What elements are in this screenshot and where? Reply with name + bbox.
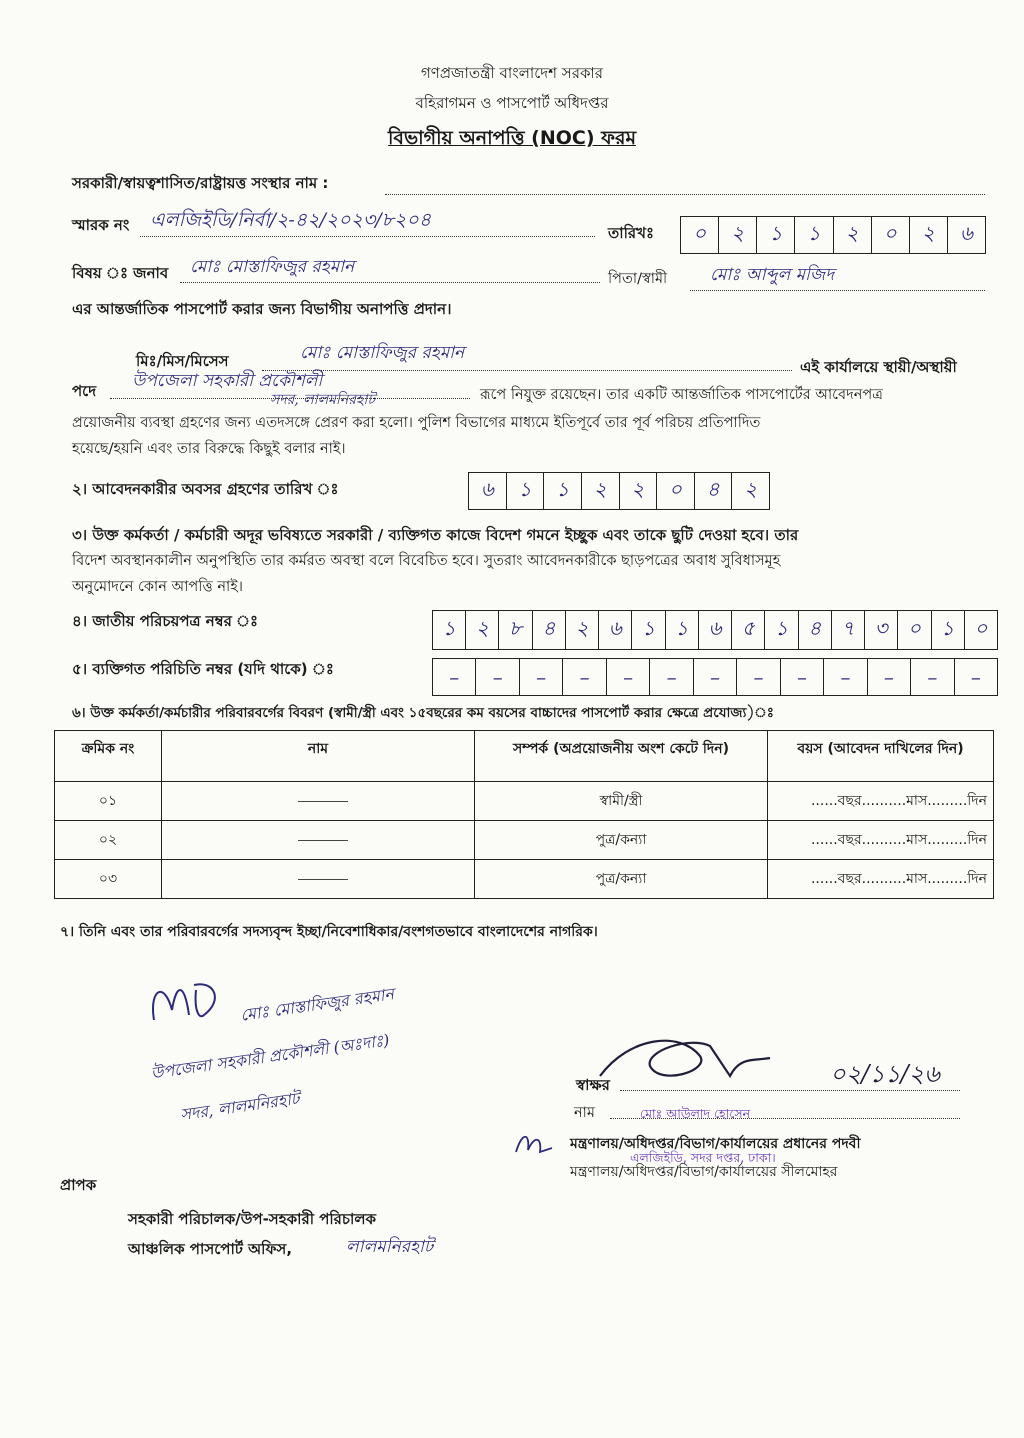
post-value: উপজেলা সহকারী প্রকৌশলী xyxy=(132,371,323,391)
nid-digit-cell: ২ xyxy=(466,611,499,649)
nid-digit-cell: ১ xyxy=(632,611,665,649)
mr-label: মিঃ/মিস/মিসেস xyxy=(136,352,229,370)
retire-digit-cell: ১ xyxy=(507,473,545,509)
nid-digit-cell: ১ xyxy=(765,611,798,649)
form-title: বিভাগীয় অনাপত্তি (NOC) ফরম xyxy=(387,127,637,149)
nid-digit-cell: ৩ xyxy=(865,611,898,649)
pid-digit-cell: – xyxy=(607,659,650,695)
retire-digit-cell: ২ xyxy=(620,473,658,509)
retire-digit-cell: ২ xyxy=(582,473,620,509)
father-label: পিতা/স্বামী xyxy=(608,271,668,287)
nid-digit-cell: ২ xyxy=(566,611,599,649)
nid-digit-cell: ৬ xyxy=(699,611,732,649)
date-digit-cell: ২ xyxy=(719,217,757,253)
nid-digit-cell: ৪ xyxy=(533,611,566,649)
date-digit-cell: ২ xyxy=(834,217,872,253)
nid-digit-cell: ১ xyxy=(433,611,466,649)
retire-digit-cell: ৬ xyxy=(469,473,507,509)
table-row xyxy=(55,860,994,899)
subject-line2: এর আন্তর্জাতিক পাসপোর্ট করার জন্য বিভাগীয় অনাপত্তি প্রদান। xyxy=(72,300,452,318)
family-label: ৬। উক্ত কর্মকর্তা/কর্মচারীর পরিবারবর্গের বিবরণ (স্বামী/স্ত্রী এবং ১৫বছরের কম বয়সের বাচ্চাদের পাসপোর্ট করার ক্ষেত্রে প্রযোজ্য)ঃ xyxy=(72,705,774,721)
pid-digit-cell: – xyxy=(868,659,911,695)
para-line3: হয়েছে/হয়নি এবং তার বিরুদ্ধে কিছুই বলার নাই। xyxy=(72,441,346,457)
para-line2: প্রয়োজনীয় ব্যবস্থা গ্রহণের জন্য এতদসঙ্গে প্রেরণ করা হলো। পুলিশ বিভাগের মাধ্যমে ইতিপূর্বে তার পূর্ব পরিচয় প্রতিপাদিত xyxy=(72,415,761,431)
nid-digit-cell: ৪ xyxy=(799,611,832,649)
pid-digit-cell: – xyxy=(433,659,476,695)
retire-digit-cell: ০ xyxy=(657,473,695,509)
pid-digit-cell: – xyxy=(694,659,737,695)
sign-label: স্বাক্ষর xyxy=(576,1076,610,1094)
pid-digit-cell: – xyxy=(650,659,693,695)
nid-digit-cell: ০ xyxy=(974,615,988,640)
org-label: সরকারী/স্বায়ত্বশাসিত/রাষ্ট্রায়ত্ত সংস্থার নাম : xyxy=(72,174,329,192)
nid-digit-cell: ৮ xyxy=(499,611,532,649)
row-relation: পুত্র/কন্যা xyxy=(475,860,768,899)
initial-mark-icon xyxy=(144,970,234,1040)
post-text: রূপে নিযুক্ত রয়েছেন। তার একটি আন্তর্জাতিক পাসপোর্টের আবেদনপত্র xyxy=(480,387,883,403)
note-line2: উপজেলা সহকারী প্রকৌশলী (অঃদাঃ) xyxy=(149,1030,391,1083)
pid-digit-cell: – xyxy=(781,659,824,695)
retire-digit-cell: ১ xyxy=(544,473,582,509)
row-serial: ০২ xyxy=(55,821,162,860)
name-label: নাম xyxy=(574,1105,595,1121)
date-digit-cell: ০ xyxy=(872,217,910,253)
nid-digit-cell: ৬ xyxy=(599,611,632,649)
th-relation: সম্পর্ক (অপ্রয়োজনীয় অংশ কেটে দিন) xyxy=(475,731,768,782)
note-line1: মোঃ মোস্তাফিজুর রহমান xyxy=(239,984,395,1025)
note-line3: সদর, লালমনিরহাট xyxy=(179,1088,301,1125)
date-digit-cell: ৬ xyxy=(959,220,973,245)
nid-digit-cell: ১ xyxy=(932,611,965,649)
signature-date: ০২/১১/২৬ xyxy=(830,1060,940,1088)
recipient-line1: সহকারী পরিচালক/উপ-সহকারী পরিচালক xyxy=(128,1210,377,1228)
recipient-line2: আঞ্চলিক পাসপোর্ট অফিস, xyxy=(128,1240,293,1258)
department-heading: বহিরাগমন ও পাসপোর্ট অধিদপ্তর xyxy=(415,94,609,112)
retire-date-box xyxy=(468,472,770,510)
retire-label: ২। আবেদনকারীর অবসর গ্রহণের তারিখ ঃ xyxy=(72,480,339,498)
seal-label: মন্ত্রণালয়/অধিদপ্তর/বিভাগ/কার্যালয়ের সীলমোহর xyxy=(570,1164,838,1180)
date-digit-cell: ০ xyxy=(681,217,719,253)
nid-digit-cell: ১ xyxy=(666,611,699,649)
post-value2: সদর, লালমনিরহাট xyxy=(270,392,376,408)
mr-dotted-line xyxy=(262,370,792,371)
nid-box xyxy=(432,610,998,650)
recipient-label: প্রাপক xyxy=(60,1176,97,1194)
memo-label: স্মারক নং xyxy=(72,216,130,234)
date-digit-cell: ২ xyxy=(910,217,948,253)
date-digit-cell: ১ xyxy=(757,217,795,253)
sign-dotted-line xyxy=(620,1090,960,1091)
nid-label: ৪। জাতীয় পরিচয়পত্র নম্বর ঃ xyxy=(72,612,259,630)
table-row xyxy=(55,782,994,821)
row-serial: ০১ xyxy=(55,782,162,821)
date-digit-cell: ১ xyxy=(795,217,833,253)
initial-scribble-icon xyxy=(512,1126,556,1160)
th-serial: ক্রমিক নং xyxy=(55,731,162,782)
row-relation: স্বামী/স্ত্রী xyxy=(475,782,768,821)
th-age: বয়স (আবেদন দাখিলের দিন) xyxy=(768,731,994,782)
row-age: ......বছর..........মাস.........দিন xyxy=(768,860,994,899)
memo-value: এলজিইডি/নির্বা/২-৪২/২০২৩/৮২০৪ xyxy=(150,209,432,231)
row-name xyxy=(162,821,475,860)
row-name xyxy=(162,782,475,821)
pid-digit-cell: – xyxy=(911,659,954,695)
govt-heading: গণপ্রজাতন্ত্রী বাংলাদেশ সরকার xyxy=(420,64,604,82)
table-row xyxy=(55,821,994,860)
stamp-office: এলজিইডি, সদর দপ্তর, ঢাকা। xyxy=(630,1150,776,1165)
pid-label: ৫। ব্যক্তিগত পরিচিতি নম্বর (যদি থাকে) ঃ xyxy=(72,660,334,678)
retire-digit-cell: ২ xyxy=(744,476,758,501)
item3-line2: বিদেশ অবস্থানকালীন অনুপস্থিতি তার কর্মরত অবস্থা বলে বিবেচিত হবে। সুতরাং আবেদনকারীকে ছাড়পত্রের অবাধ সুবিধাসমূহ xyxy=(72,553,781,569)
designation-label: মন্ত্রণালয়/অধিদপ্তর/বিভাগ/কার্যালয়ের প্রধানের পদবী xyxy=(570,1136,861,1152)
recipient-city: লালমনিরহাট xyxy=(346,1237,434,1257)
pid-box xyxy=(432,658,998,696)
pid-digit-cell: – xyxy=(737,659,780,695)
citizenship-label: ৭। তিনি এবং তার পরিবারবর্গের সদস্যবৃন্দ ইচ্ছা/নিবেশাধিকার/বংশগতভাবে বাংলাদেশের নাগরিক। xyxy=(60,924,598,940)
nid-digit-cell: ৭ xyxy=(832,611,865,649)
post-label: পদে xyxy=(72,382,97,400)
signature-icon xyxy=(590,1026,780,1096)
nid-digit-cell: ৫ xyxy=(732,611,765,649)
family-table xyxy=(54,730,994,899)
org-dotted-line xyxy=(385,194,985,195)
row-age: ......বছর..........মাস.........দিন xyxy=(768,782,994,821)
mr-value: মোঃ মোস্তাফিজুর রহমান xyxy=(300,343,465,363)
row-name xyxy=(162,860,475,899)
pid-digit-cell: – xyxy=(970,665,981,689)
father-value: মোঃ আব্দুল মজিদ xyxy=(710,265,835,285)
row-serial: ০৩ xyxy=(55,860,162,899)
date-box xyxy=(680,216,986,254)
stamp-name: মোঃ আউলাদ হোসেন xyxy=(640,1106,751,1121)
pid-digit-cell: – xyxy=(476,659,519,695)
pid-digit-cell: – xyxy=(520,659,563,695)
row-age: ......বছর..........মাস.........দিন xyxy=(768,821,994,860)
father-dotted-line xyxy=(690,290,985,291)
subject-value: মোঃ মোস্তাফিজুর রহমান xyxy=(190,257,355,277)
pid-digit-cell: – xyxy=(563,659,606,695)
item3-line1: ৩। উক্ত কর্মকর্তা / কর্মচারী অদূর ভবিষ্যতে সরকারী / ব্যক্তিগত কাজে বিদেশ গমনে ইচ্ছুক এবং তাকে ছুটি দেওয়া হবে। তার xyxy=(72,526,799,544)
office-text: এই কার্যালয়ে স্থায়ী/অস্থায়ী xyxy=(800,358,957,376)
pid-digit-cell: – xyxy=(824,659,867,695)
retire-digit-cell: ৪ xyxy=(695,473,733,509)
row-relation: পুত্র/কন্যা xyxy=(475,821,768,860)
item3-line3: অনুমোদনে কোন আপত্তি নাই। xyxy=(72,579,243,595)
subject-dotted-line xyxy=(180,282,600,283)
nid-digit-cell: ০ xyxy=(898,611,931,649)
post-dotted-line xyxy=(110,398,470,399)
th-name: নাম xyxy=(162,731,475,782)
memo-dotted-line xyxy=(140,236,595,237)
date-label: তারিখঃ xyxy=(608,224,654,242)
subject-label: বিষয় ঃ জনাব xyxy=(72,264,169,282)
